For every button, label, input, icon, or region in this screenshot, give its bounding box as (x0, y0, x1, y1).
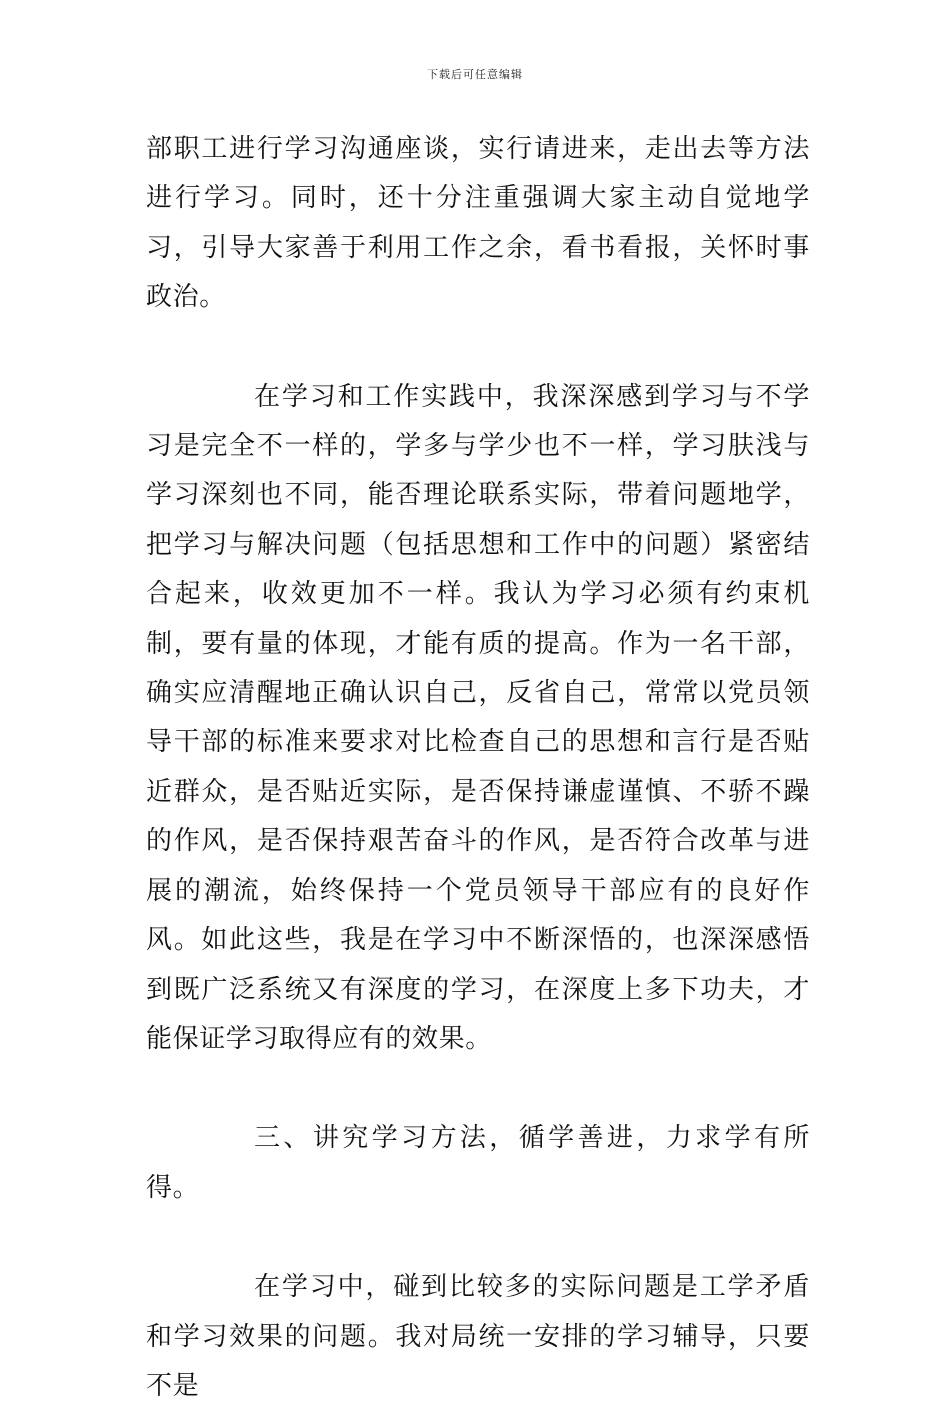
paragraph-1: 部职工进行学习沟通座谈，实行请进来，走出去等方法进行学习。同时，还十分注重强调大家主动自觉地学习，引导大家善于利用工作之余，看书看报，关怀时事政治。 (146, 134, 810, 313)
paragraph-4: 在学习中，碰到比较多的实际问题是工学矛盾和学习效果的问题。我对局统一安排的学习辅导，只要不是 (146, 1272, 810, 1401)
section-heading-3: 三、讲究学习方法，循学善进，力求学有所得。 (146, 1123, 810, 1203)
page-header-note: 下载后可任意编辑 (427, 68, 523, 81)
paragraph-2: 在学习和工作实践中，我深深感到学习与不学习是完全不一样的，学多与学少也不一样，学习肤浅与学习深刻也不同，能否理论联系实际，带着问题地学，把学习与解决问题（包括思想和工作中的问题）紧密结合起来，收效更加不一样。我认为学习必须有约束机制，要有量的体现，才能有质的提高。作为一名干部，确实应清醒地正确认识自己，反省自己，常常以党员领导干部的标准来要求对比检查自己的思想和言行是否贴近群众，是否贴近实际，是否保持谦虚谨慎、不骄不躁的作风，是否保持艰苦奋斗的作风，是否符合改革与进展的潮流，始终保持一个党员领导干部应有的良好作风。如此这些，我是在学习中不断深悟的，也深深感悟到既广泛系统又有深度的学习，在深度上多下功夫，才能保证学习取得应有的效果。 (146, 381, 810, 1054)
document-body (146, 125, 810, 1411)
